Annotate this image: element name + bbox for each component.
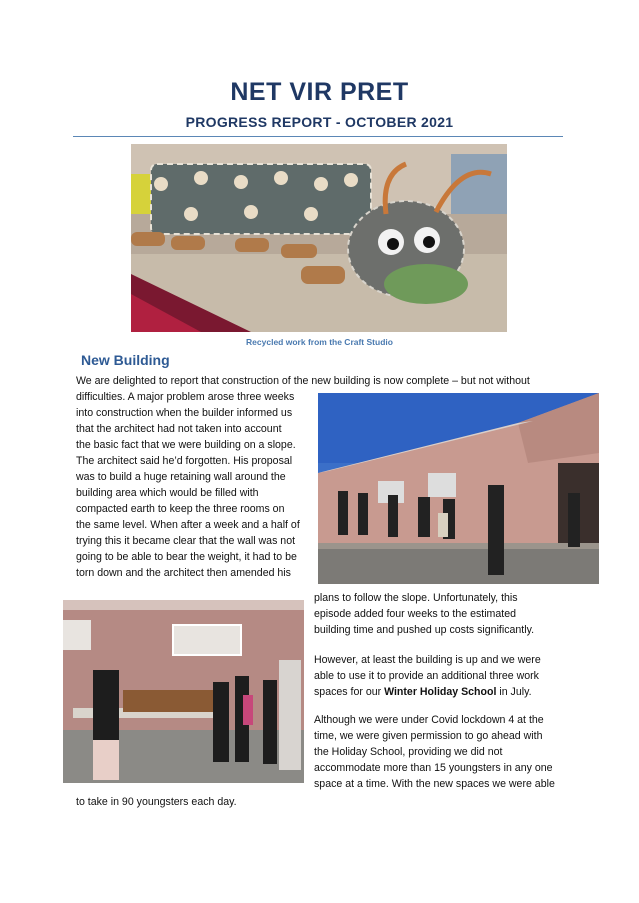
- text-line: torn down and the architect then amended his: [76, 567, 291, 579]
- text-line: was to build a huge retaining wall around the: [76, 471, 286, 483]
- text-line: the Holiday School, providing we did not: [314, 746, 503, 758]
- text-line: the basic fact that we were building on a slope.: [76, 439, 296, 451]
- paragraph-covid: [314, 712, 564, 792]
- text-line: that the architect had not taken into account: [76, 423, 282, 435]
- classroom-photo: [63, 600, 304, 783]
- text-line: episode added four weeks to the estimated: [314, 608, 517, 620]
- text-line: plans to follow the slope. Unfortunately, this: [314, 592, 518, 604]
- text-line: [314, 684, 564, 700]
- paragraph-slope: [314, 590, 564, 638]
- text-line: The architect said he’d forgotten. His proposal: [76, 455, 293, 467]
- craft-photo-caption: Recycled work from the Craft Studio: [246, 337, 393, 347]
- text-line: compacted earth to keep the three rooms on: [76, 503, 285, 515]
- text-line: going to be able to bear the weight, it had to be: [76, 551, 297, 563]
- text-line: the same level. When after a week and a half of: [76, 519, 300, 531]
- text-line: building area which would be filled with: [76, 487, 259, 499]
- text-line: time, we were given permission to go ahead with: [314, 730, 543, 742]
- text-line: trying this it became clear that the wall was not: [76, 535, 296, 547]
- paragraph-final-line: [76, 794, 556, 810]
- text-line: able to use it to provide an additional three work: [314, 670, 539, 682]
- title-divider: [73, 136, 563, 137]
- text-line: building time and pushed up costs significantly.: [314, 624, 535, 636]
- paragraph-intro: [76, 373, 556, 581]
- winter-holiday-school-emphasis: Winter Holiday School: [384, 686, 497, 698]
- text-line: into construction when the builder informed us: [76, 407, 293, 419]
- paragraph-holiday-school: [314, 652, 564, 700]
- section-heading: New Building: [81, 352, 170, 368]
- text-line: However, at least the building is up and we were: [314, 654, 541, 666]
- text-line: to take in 90 youngsters each day.: [76, 796, 237, 808]
- text-line: Although we were under Covid lockdown 4 at the: [314, 714, 544, 726]
- text-line: difficulties. A major problem arose three weeks: [76, 391, 295, 403]
- text-fragment: in July.: [496, 686, 532, 698]
- craft-caterpillar-photo: [131, 144, 507, 332]
- report-title: NET VIR PRET: [230, 78, 409, 106]
- text-line: We are delighted to report that construction of the new building is now complete – but not without: [76, 375, 530, 387]
- text-line: accommodate more than 15 youngsters in any one: [314, 762, 553, 774]
- text-line: space at a time. With the new spaces we were able: [314, 778, 555, 790]
- text-fragment: spaces for our: [314, 686, 385, 698]
- report-subtitle: PROGRESS REPORT - OCTOBER 2021: [185, 114, 454, 130]
